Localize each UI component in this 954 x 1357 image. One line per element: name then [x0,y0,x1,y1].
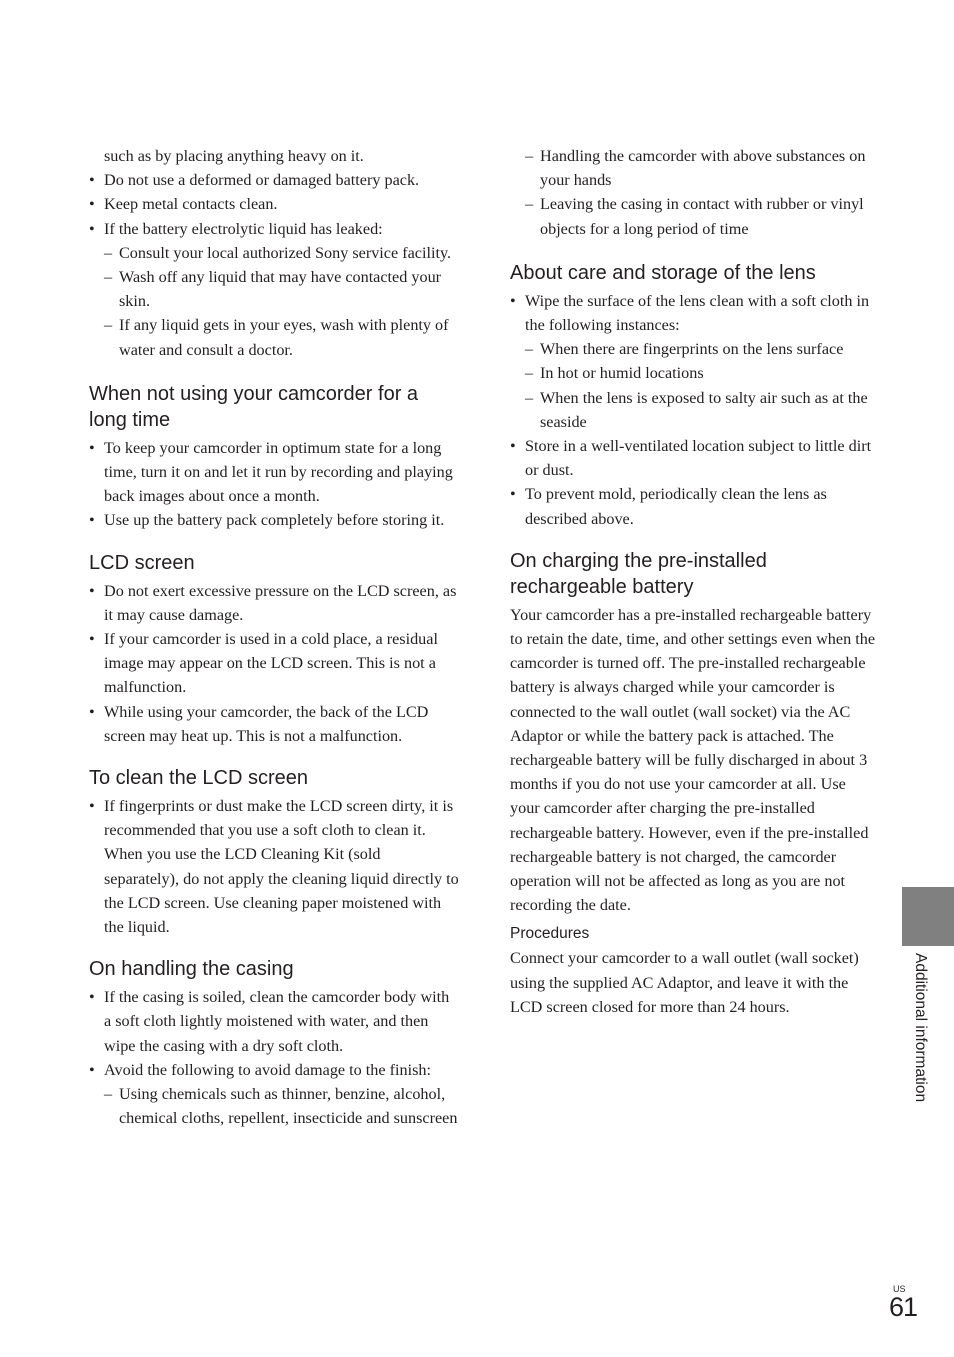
dash-sub-item: – When there are fingerprints on the lens surface [510,337,878,361]
procedure-paragraph: Connect your camcorder to a wall outlet (wall socket) using the supplied AC Adaptor, and leave it with the LCD screen closed for more than 24 hours. [510,949,859,1016]
left-column [89,144,459,1131]
section-tab-marker [902,887,954,946]
bullet-item: • If the casing is soiled, clean the camcorder body with a soft cloth lightly moistened with water, and then wipe the casing with a dry soft cloth. [89,985,459,1058]
section-heading-clean-lcd: To clean the LCD screen [89,767,309,790]
bullet-item: • If your camcorder is used in a cold place, a residual image may appear on the LCD screen. This is not a malfunction. [89,627,459,700]
section-heading-lcd-screen: LCD screen [89,551,195,574]
region-code: US [893,1284,906,1294]
right-intro-list [510,144,878,241]
section-side-label: Additional information [912,953,929,1103]
right-column [510,144,878,1019]
procedures-heading: Procedures [510,925,590,943]
bullet-item: • Avoid the following to avoid damage to the finish: [89,1058,459,1082]
bullet-item: • To keep your camcorder in optimum state for a long time, turn it on and let it run by recording and playing back images about once a month. [89,436,459,509]
page-number: 61 [889,1292,918,1322]
bullet-item: • Wipe the surface of the lens clean with a soft cloth in the following instances: [510,289,878,337]
intro-list [89,144,459,362]
long-time-list [89,436,459,533]
lens-list [510,289,878,531]
bullet-item: • While using your camcorder, the back of the LCD screen may heat up. This is not a malfunction. [89,700,459,748]
dash-sub-item: – Wash off any liquid that may have contacted your skin. [89,265,459,313]
section-heading-battery: On charging the pre-installed rechargeable battery [510,549,767,598]
section-heading-casing: On handling the casing [89,958,294,981]
dash-sub-item: – Using chemicals such as thinner, benzine, alcohol, chemical cloths, repellent, insecticide and sunscreen [89,1082,459,1130]
dash-sub-item: – If any liquid gets in your eyes, wash with plenty of water and consult a doctor. [89,313,459,361]
bullet-item: • If the battery electrolytic liquid has leaked: [89,217,459,241]
dash-sub-item: – Handling the camcorder with above substances on your hands [510,144,878,192]
dash-sub-item: – When the lens is exposed to salty air such as at the seaside [510,386,878,434]
bullet-item: • Use up the battery pack completely before storing it. [89,508,459,532]
lcd-screen-list [89,579,459,748]
casing-list [89,985,459,1130]
continued-text: such as by placing anything heavy on it. [104,147,364,165]
dash-sub-item: – Leaving the casing in contact with rubber or vinyl objects for a long period of time [510,192,878,240]
bullet-item: • Do not exert excessive pressure on the LCD screen, as it may cause damage. [89,579,459,627]
bullet-item: • Do not use a deformed or damaged battery pack. [89,168,459,192]
section-heading-long-time: When not using your camcorder for a long time [89,382,419,431]
bullet-item: • To prevent mold, periodically clean the lens as described above. [510,482,878,530]
clean-lcd-list [89,794,459,939]
bullet-item: • Keep metal contacts clean. [89,192,459,216]
battery-paragraph: Your camcorder has a pre-installed rechargeable battery to retain the date, time, and other settings even when the camcorder is turned off. The pre-installed rechargeable battery is always charged while your camcorder is connected to the wall outlet (wall socket) via the AC Adaptor or while the battery pack is attached. The rechargeable battery will be fully discharged in about 3 months if you do not use your camcorder at all. Use your camcorder after charging the pre-installed rechargeable battery. However, even if the pre-installed rechargeable battery is not charged, the camcorder operation will not be affected as long as you are not recording the date. [510,605,876,915]
dash-sub-item: – Consult your local authorized Sony service facility. [89,241,459,265]
bullet-item: • If fingerprints or dust make the LCD screen dirty, it is recommended that you use a soft cloth to clean it. When you use the LCD Cleaning Kit (sold separately), do not apply the cleaning liquid directly to the LCD screen. Use cleaning paper moistened with the liquid. [89,794,459,939]
bullet-item: • Store in a well-ventilated location subject to little dirt or dust. [510,434,878,482]
dash-sub-item: – In hot or humid locations [510,361,878,385]
section-heading-lens: About care and storage of the lens [510,261,816,284]
